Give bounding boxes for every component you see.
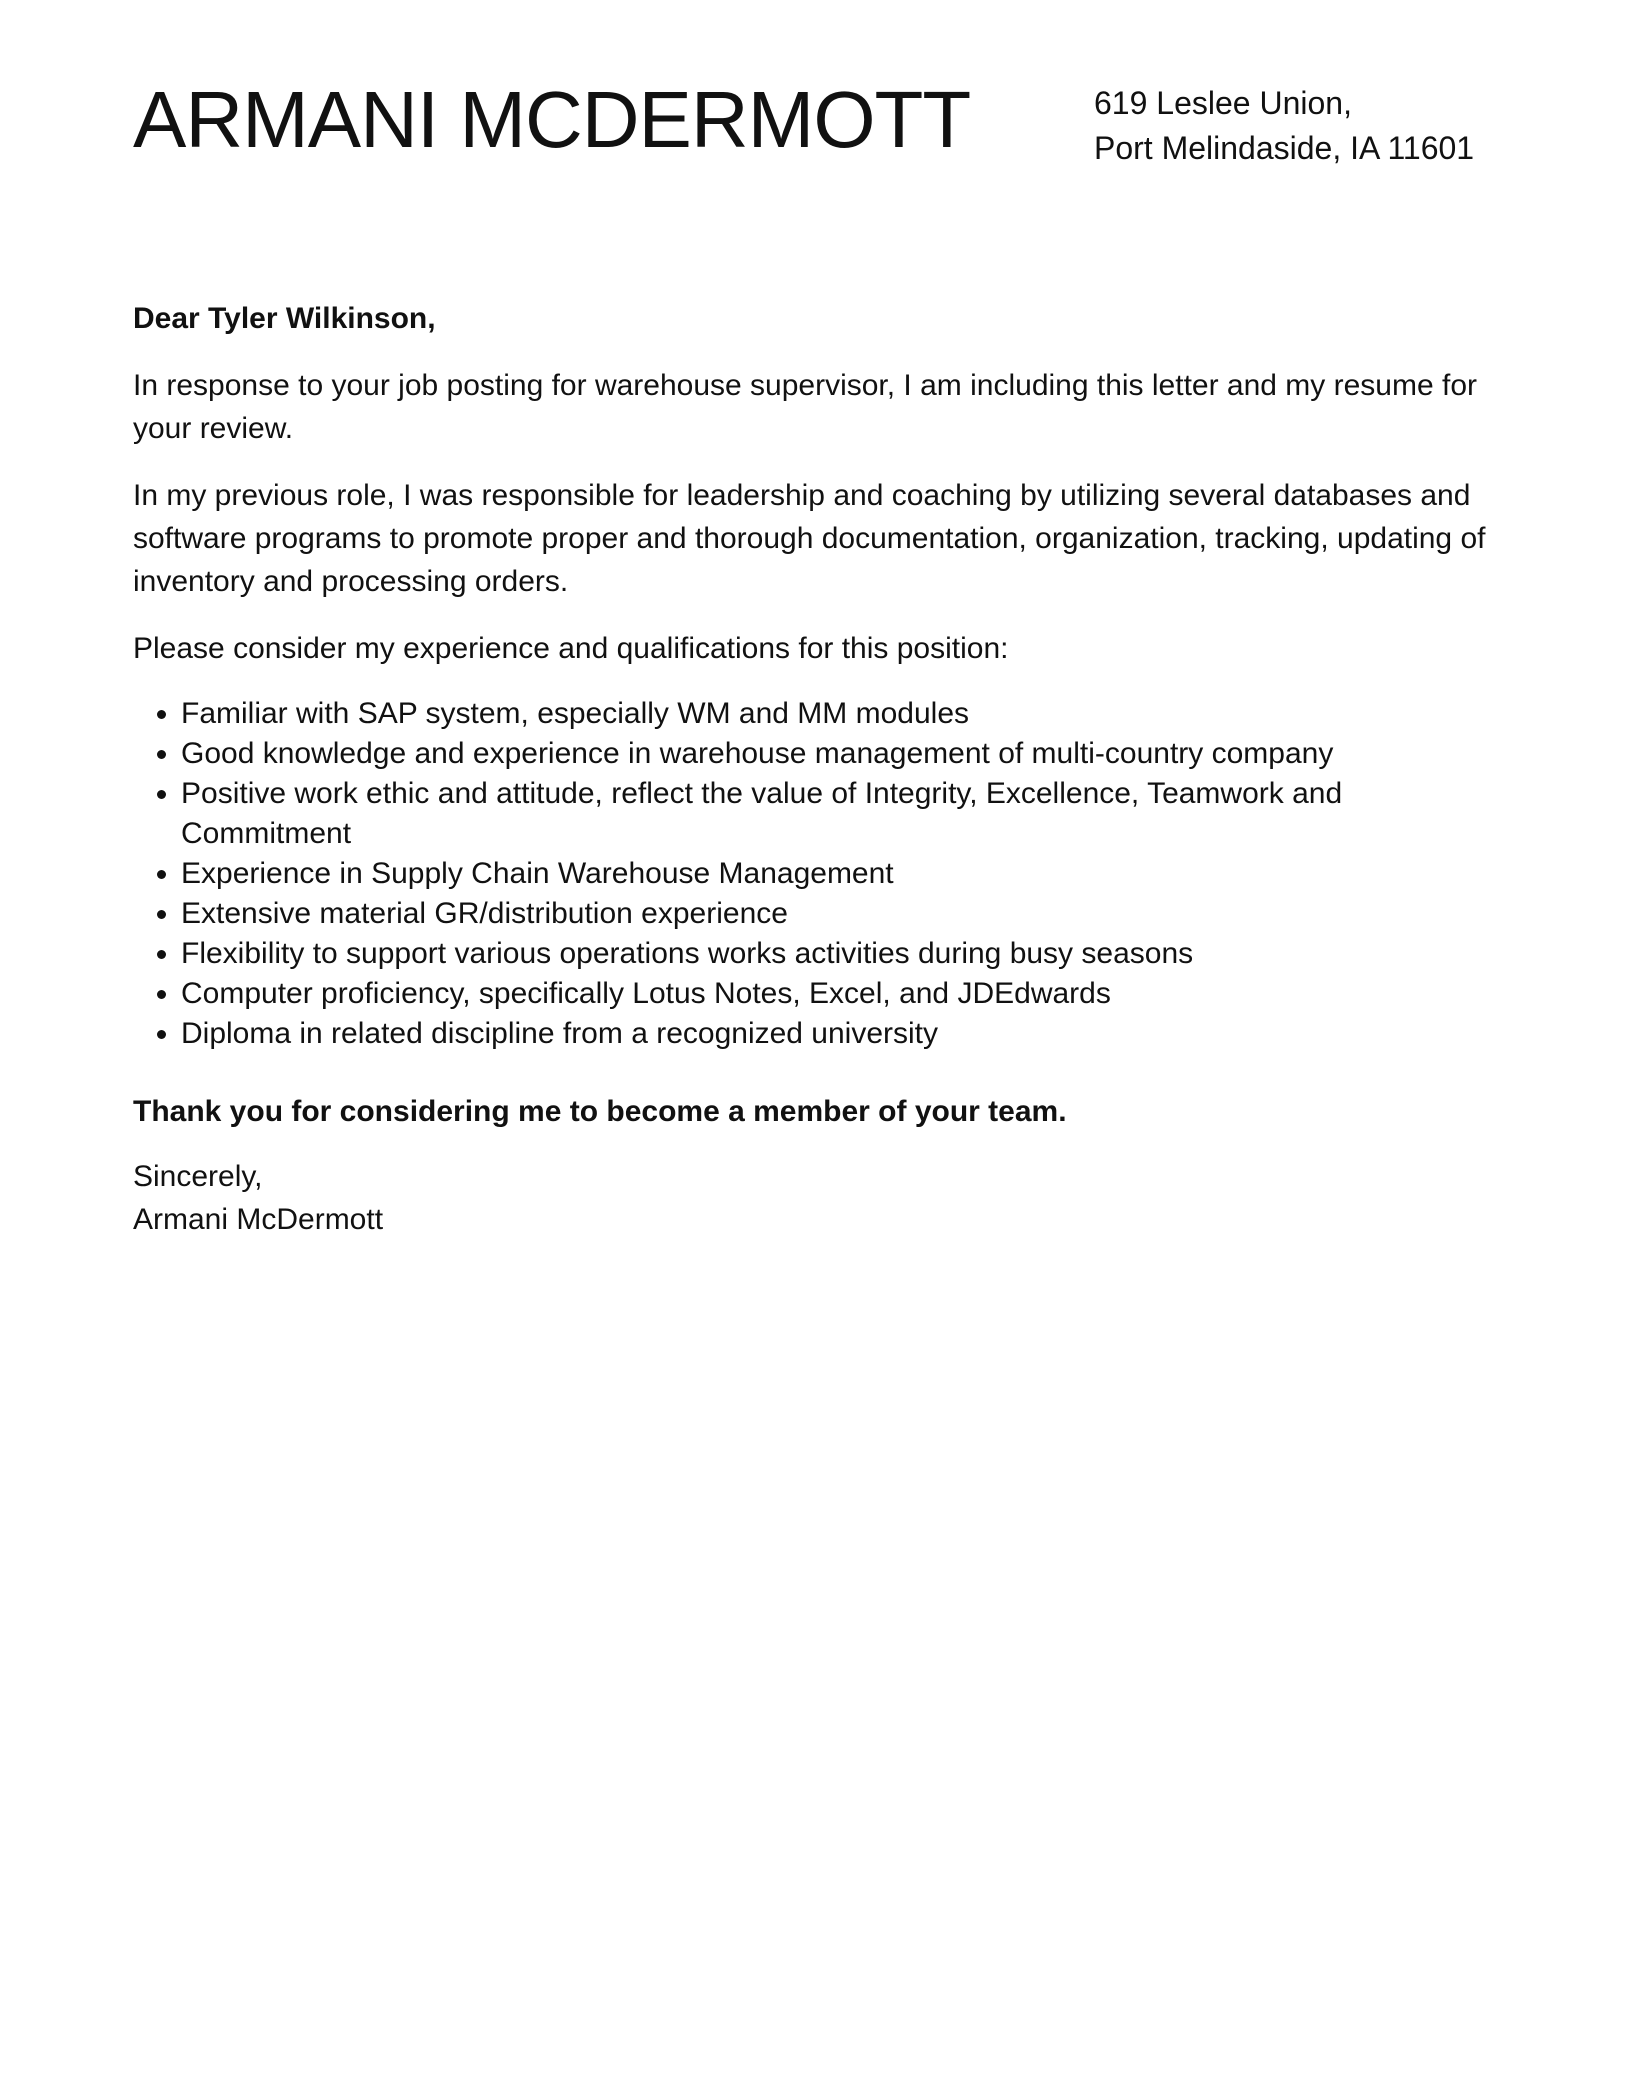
qualification-item: • Computer proficiency, specifically Lotus Notes, Excel, and JDEdwards [181,974,1499,1014]
address-line-city-state-zip: Port Melindaside, IA 11601 [1094,130,1475,166]
letter-header [133,72,1499,192]
signoff-word: Sincerely, [133,1160,263,1193]
qualification-item: • Positive work ethic and attitude, reflect the value of Integrity, Excellence, Teamwork and Commitment [181,774,1499,854]
letter-body [133,297,1499,1241]
experience-paragraph: In my previous role, I was responsible for leadership and coaching by utilizing several databases and software programs to promote proper and thorough documentation, organization, tracking, updating of inventory and processing orders. [133,479,1486,598]
salutation: Dear Tyler Wilkinson, [133,302,436,335]
qualification-item: • Familiar with SAP system, especially WM and MM modules [181,694,1499,734]
qualification-item: • Good knowledge and experience in warehouse management of multi-country company [181,734,1499,774]
closing-statement: Thank you for considering me to become a member of your team. [133,1095,1067,1128]
qualification-item: • Extensive material GR/distribution experience [181,894,1499,934]
qualification-item: • Flexibility to support various operations works activities during busy seasons [181,934,1499,974]
qualifications-intro: Please consider my experience and qualifications for this position: [133,632,1009,665]
qualifications-list [133,694,1499,1054]
opening-paragraph: In response to your job posting for warehouse supervisor, I am including this letter and my resume for your review. [133,369,1478,445]
applicant-name: ARMANI MCDERMOTT [133,75,971,164]
signature-name: Armani McDermott [133,1203,384,1236]
address-line-street: 619 Leslee Union, [1094,85,1352,121]
signoff [133,1155,1499,1241]
qualification-item: • Experience in Supply Chain Warehouse Management [181,854,1499,894]
applicant-address [1094,81,1514,171]
qualification-item: • Diploma in related discipline from a recognized university [181,1014,1499,1054]
